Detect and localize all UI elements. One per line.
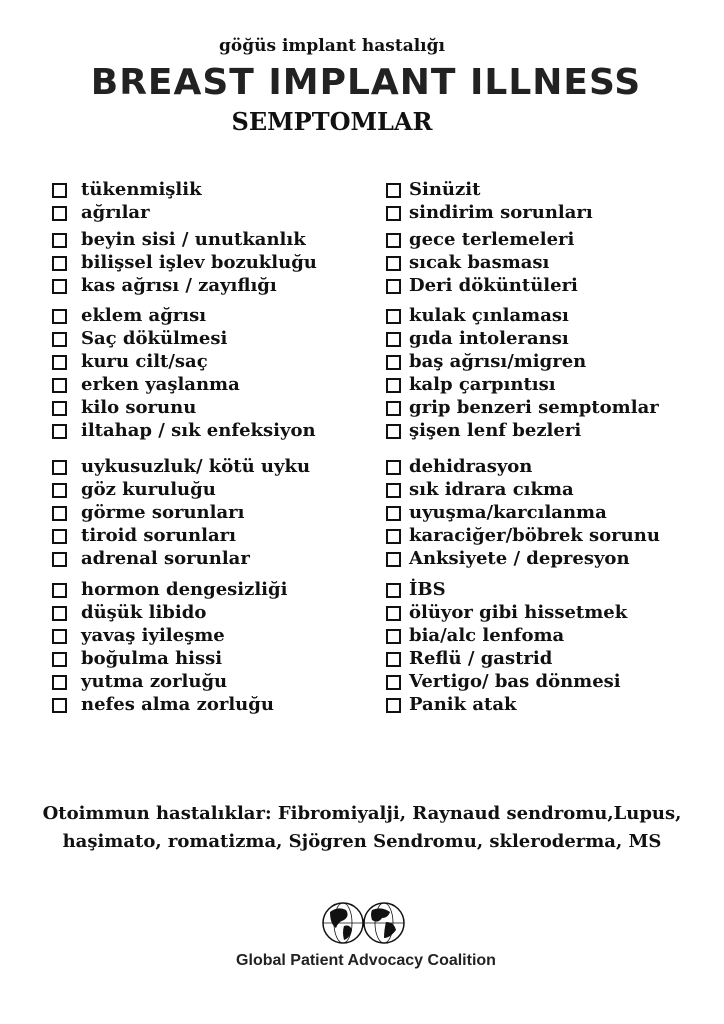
symptom-item-left xyxy=(52,420,316,442)
checkbox-icon[interactable] xyxy=(386,483,401,498)
checkbox-icon[interactable] xyxy=(52,256,67,271)
symptom-label: bilişsel işlev bozukluğu xyxy=(81,252,317,273)
checkbox-icon[interactable] xyxy=(52,401,67,416)
symptom-item-right xyxy=(386,305,569,327)
symptom-label: iltahap / sık enfeksiyon xyxy=(81,420,316,441)
checkbox-icon[interactable] xyxy=(52,424,67,439)
symptom-label: kalp çarpıntısı xyxy=(409,374,556,395)
symptom-label: İBS xyxy=(409,579,446,600)
symptom-item-right xyxy=(386,479,574,501)
checkbox-icon[interactable] xyxy=(386,529,401,544)
checkbox-icon[interactable] xyxy=(52,698,67,713)
symptom-item-left xyxy=(52,602,206,624)
symptom-label: göz kuruluğu xyxy=(81,479,216,500)
symptom-label: ağrılar xyxy=(81,202,150,223)
checkbox-icon[interactable] xyxy=(52,606,67,621)
symptom-item-right xyxy=(386,374,556,396)
symptom-label: düşük libido xyxy=(81,602,207,623)
symptom-item-right xyxy=(386,252,549,274)
symptom-item-left xyxy=(52,275,277,297)
symptom-label: Anksiyete / depresyon xyxy=(409,548,630,569)
symptom-item-right xyxy=(386,397,659,419)
checkbox-icon[interactable] xyxy=(386,583,401,598)
symptom-label: Saç dökülmesi xyxy=(81,328,228,349)
symptom-item-left xyxy=(52,252,317,274)
symptom-label: grip benzeri semptomlar xyxy=(409,397,659,418)
checkbox-icon[interactable] xyxy=(386,675,401,690)
symptom-item-right xyxy=(386,420,581,442)
symptom-item-left xyxy=(52,548,250,570)
checkbox-icon[interactable] xyxy=(52,233,67,248)
checkbox-icon[interactable] xyxy=(386,506,401,521)
symptom-label: Reflü / gastrid xyxy=(409,648,553,669)
symptom-item-left xyxy=(52,374,240,396)
symptom-item-right xyxy=(386,328,569,350)
checkbox-icon[interactable] xyxy=(52,652,67,667)
symptom-item-left xyxy=(52,456,310,478)
checkbox-icon[interactable] xyxy=(386,378,401,393)
symptom-label: nefes alma zorluğu xyxy=(81,694,274,715)
symptom-item-right xyxy=(386,548,630,570)
symptom-label: Deri döküntüleri xyxy=(409,275,578,296)
symptom-item-right xyxy=(386,671,621,693)
symptom-label: eklem ağrısı xyxy=(81,305,207,326)
checkbox-icon[interactable] xyxy=(52,629,67,644)
checkbox-icon[interactable] xyxy=(52,460,67,475)
checkbox-icon[interactable] xyxy=(386,424,401,439)
symptom-item-right xyxy=(386,525,660,547)
checkbox-icon[interactable] xyxy=(386,309,401,324)
checkbox-icon[interactable] xyxy=(386,355,401,370)
checkbox-icon[interactable] xyxy=(52,529,67,544)
symptom-label: yavaş iyileşme xyxy=(81,625,225,646)
symptom-item-right xyxy=(386,694,517,716)
symptom-item-left xyxy=(52,328,227,350)
symptom-item-left xyxy=(52,479,216,501)
checkbox-icon[interactable] xyxy=(52,583,67,598)
symptom-item-left xyxy=(52,694,274,716)
checkbox-icon[interactable] xyxy=(52,552,67,567)
symptom-label: görme sorunları xyxy=(81,502,245,523)
symptom-label: adrenal sorunlar xyxy=(81,548,250,569)
symptom-label: uyuşma/karcılanma xyxy=(409,502,607,523)
checkbox-icon[interactable] xyxy=(386,606,401,621)
symptom-item-right xyxy=(386,648,552,670)
checkbox-icon[interactable] xyxy=(386,552,401,567)
symptom-label: sıcak basması xyxy=(409,252,550,273)
symptom-label: gece terlemeleri xyxy=(409,229,575,250)
symptom-item-right xyxy=(386,202,593,224)
symptom-label: tiroid sorunları xyxy=(81,525,236,546)
symptom-label: karaciğer/böbrek sorunu xyxy=(409,525,660,546)
symptom-label: dehidrasyon xyxy=(409,456,533,477)
symptom-label: bia/alc lenfoma xyxy=(409,625,565,646)
symptom-item-left xyxy=(52,525,236,547)
symptom-item-right xyxy=(386,579,446,601)
symptom-label: Panik atak xyxy=(409,694,517,715)
symptom-item-right xyxy=(386,625,564,647)
checkbox-icon[interactable] xyxy=(386,206,401,221)
symptom-item-left xyxy=(52,229,306,251)
page-title: BREAST IMPLANT ILLNESS xyxy=(90,62,642,103)
symptom-label: yutma zorluğu xyxy=(81,671,228,692)
organization-name: Global Patient Advocacy Coalition xyxy=(236,952,496,969)
symptom-label: kas ağrısı / zayıflığı xyxy=(81,275,277,296)
symptom-label: Vertigo/ bas dönmesi xyxy=(409,671,621,692)
checkbox-icon[interactable] xyxy=(52,675,67,690)
symptom-label: tükenmişlik xyxy=(81,179,202,200)
section-heading: SEMPTOMLAR xyxy=(231,107,433,136)
checkbox-icon[interactable] xyxy=(52,506,67,521)
checkbox-icon[interactable] xyxy=(386,698,401,713)
checkbox-icon[interactable] xyxy=(52,355,67,370)
autoimmune-diseases-line-1: Otoimmun hastalıklar: Fibromiyalji, Raynaud sendromu,Lupus, xyxy=(42,803,682,824)
checkbox-icon[interactable] xyxy=(52,206,67,221)
autoimmune-diseases-line-2: haşimato, romatizma, Sjögren Sendromu, skleroderma, MS xyxy=(62,831,662,852)
symptom-item-left xyxy=(52,671,227,693)
symptom-item-left xyxy=(52,351,208,373)
checkbox-icon[interactable] xyxy=(386,233,401,248)
symptom-label: şişen lenf bezleri xyxy=(409,420,582,441)
checkbox-icon[interactable] xyxy=(386,460,401,475)
symptom-label: hormon dengesizliği xyxy=(81,579,288,600)
symptom-item-right xyxy=(386,179,480,201)
symptom-item-left xyxy=(52,625,225,647)
symptom-label: kuru cilt/saç xyxy=(81,351,208,372)
checkbox-icon[interactable] xyxy=(52,309,67,324)
symptom-item-right xyxy=(386,602,627,624)
twin-globes-icon xyxy=(320,900,410,946)
checkbox-icon[interactable] xyxy=(52,332,67,347)
checkbox-icon[interactable] xyxy=(52,483,67,498)
checkbox-icon[interactable] xyxy=(386,279,401,294)
checkbox-icon[interactable] xyxy=(386,652,401,667)
symptom-label: beyin sisi / unutkanlık xyxy=(81,229,306,250)
symptom-label: gıda intoleransı xyxy=(409,328,569,349)
symptom-label: boğulma hissi xyxy=(81,648,223,669)
symptom-label: baş ağrısı/migren xyxy=(409,351,587,372)
symptom-item-right xyxy=(386,351,586,373)
symptom-item-right xyxy=(386,275,578,297)
symptom-item-left xyxy=(52,648,222,670)
symptom-label: sık idrara cıkma xyxy=(409,479,574,500)
symptom-item-left xyxy=(52,202,150,224)
checkbox-icon[interactable] xyxy=(386,332,401,347)
symptom-item-left xyxy=(52,502,244,524)
symptom-label: uykusuzluk/ kötü uyku xyxy=(81,456,311,477)
symptom-item-right xyxy=(386,456,532,478)
symptom-label: kulak çınlaması xyxy=(409,305,569,326)
checkbox-icon[interactable] xyxy=(52,378,67,393)
checkbox-icon[interactable] xyxy=(52,279,67,294)
checkbox-icon[interactable] xyxy=(386,256,401,271)
symptom-label: erken yaşlanma xyxy=(81,374,240,395)
checkbox-icon[interactable] xyxy=(52,183,67,198)
symptom-label: sindirim sorunları xyxy=(409,202,593,223)
symptom-item-left xyxy=(52,579,287,601)
symptom-item-left xyxy=(52,397,196,419)
symptom-label: Sinüzit xyxy=(409,179,481,200)
checkbox-icon[interactable] xyxy=(386,401,401,416)
symptom-item-left xyxy=(52,179,202,201)
checkbox-icon[interactable] xyxy=(386,183,401,198)
subtitle: göğüs implant hastalığı xyxy=(219,36,445,56)
symptom-item-left xyxy=(52,305,206,327)
symptom-item-right xyxy=(386,502,607,524)
symptom-label: kilo sorunu xyxy=(81,397,197,418)
checkbox-icon[interactable] xyxy=(386,629,401,644)
symptom-label: ölüyor gibi hissetmek xyxy=(409,602,628,623)
symptom-item-right xyxy=(386,229,574,251)
